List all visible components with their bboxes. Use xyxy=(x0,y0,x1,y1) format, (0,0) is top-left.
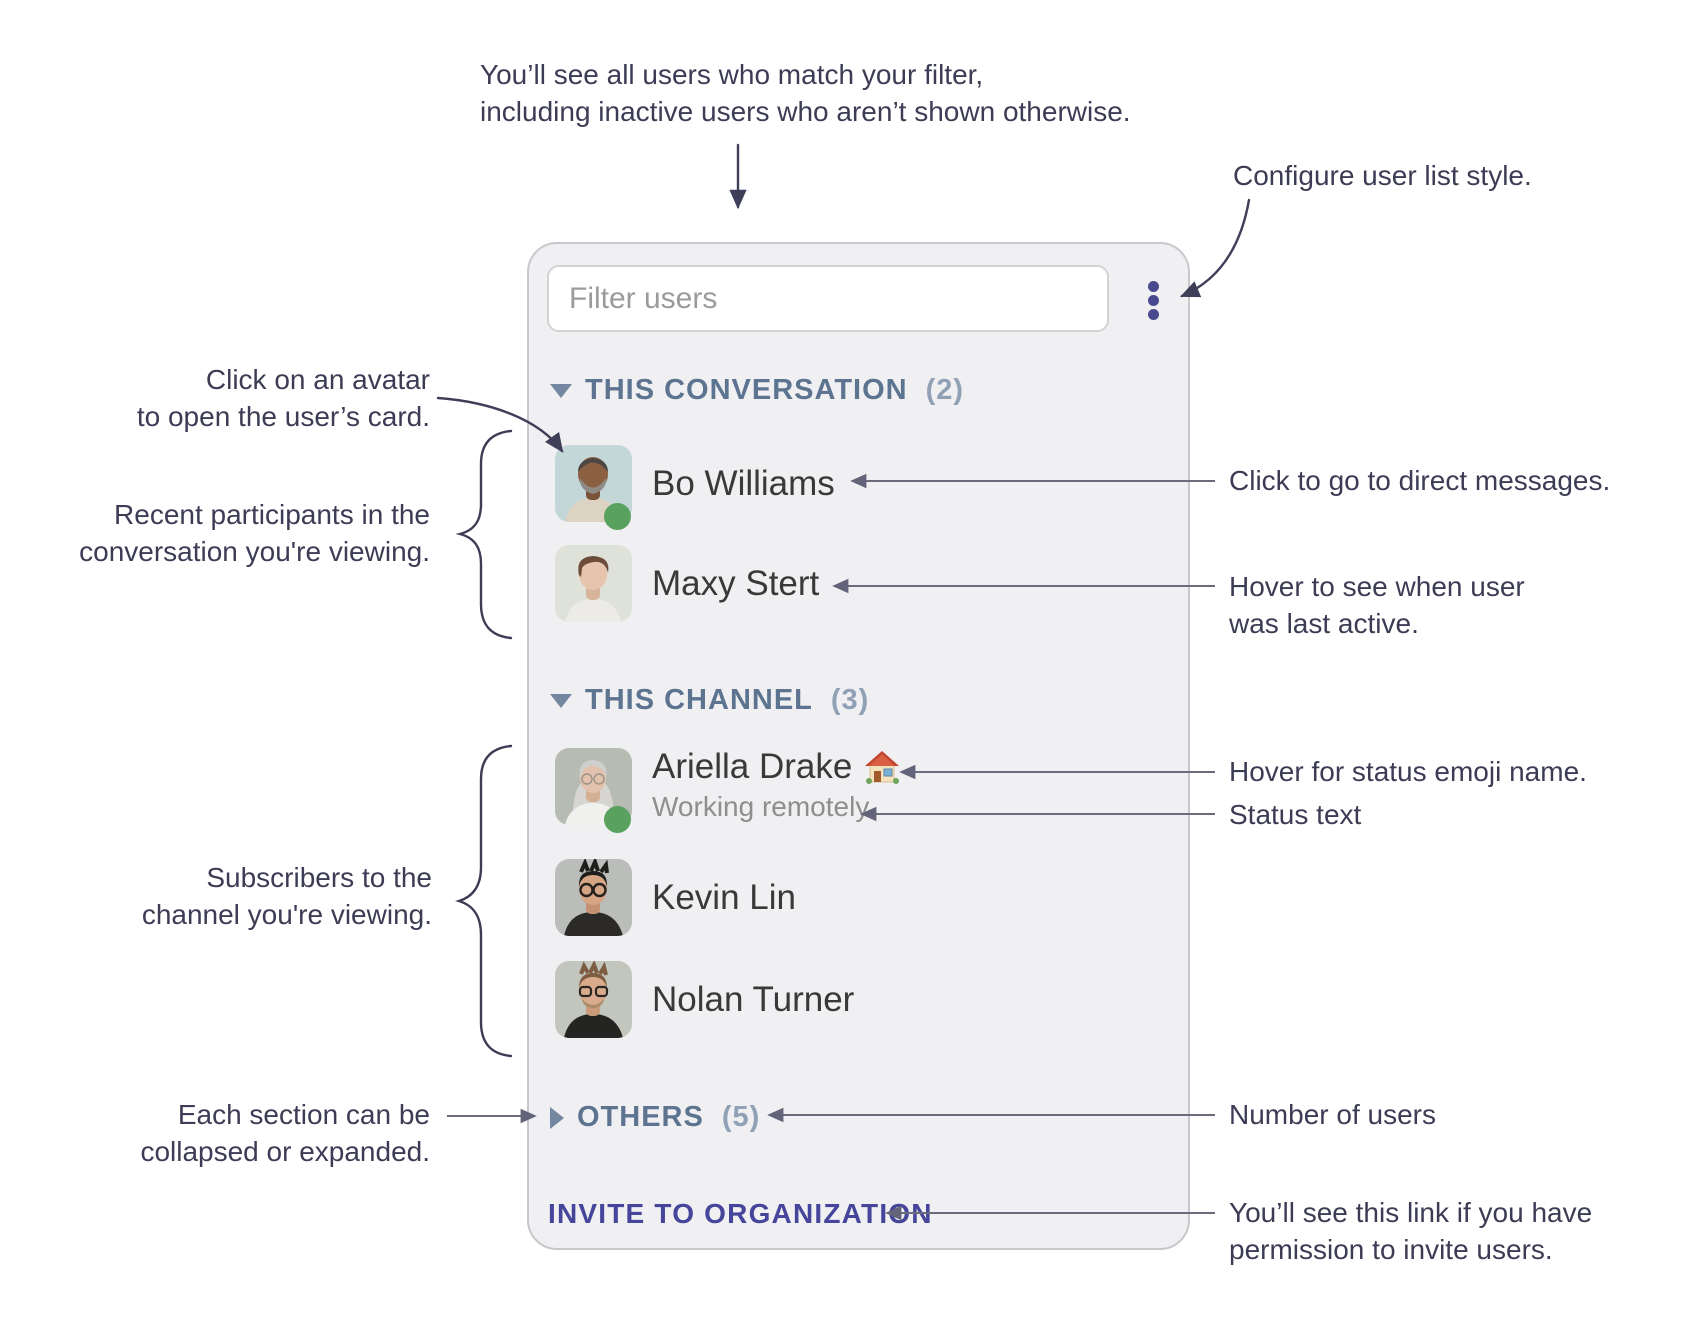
user-text-block xyxy=(652,747,900,825)
note-collapse xyxy=(140,1096,430,1170)
note-direct-messages: Click to go to direct messages. xyxy=(1229,465,1611,496)
note-subscribers xyxy=(142,859,432,933)
user-name[interactable]: Kevin Lin xyxy=(652,877,796,917)
avatar-nolan-turner[interactable] xyxy=(555,961,632,1038)
note-subscribers-line2: channel you're viewing. xyxy=(141,899,432,930)
user-row-kevin-lin[interactable] xyxy=(555,859,796,936)
online-status-dot xyxy=(604,806,631,833)
note-user-count: Number of users xyxy=(1229,1099,1436,1130)
user-list-panel xyxy=(527,242,1190,1250)
house-emoji[interactable] xyxy=(864,750,900,784)
note-filter-line2: including inactive users who aren’t shown otherwise. xyxy=(480,96,1131,127)
section-label: THIS CHANNEL xyxy=(585,684,813,716)
section-header-this-conversation[interactable] xyxy=(550,374,964,407)
note-last-active xyxy=(1229,568,1525,642)
note-invite-line1: You’ll see this link if you have xyxy=(1229,1197,1593,1228)
kebab-dot xyxy=(1148,281,1159,292)
note-status-emoji: Hover for status emoji name. xyxy=(1229,756,1587,787)
user-name[interactable]: Bo Williams xyxy=(652,463,835,503)
note-participants-line1: Recent participants in the xyxy=(114,499,430,530)
user-row-ariella-drake[interactable] xyxy=(555,747,900,825)
avatar-photo xyxy=(555,961,632,1038)
note-filter xyxy=(480,56,1131,130)
avatar-photo xyxy=(555,545,632,622)
user-name-line xyxy=(652,747,900,787)
note-participants xyxy=(79,496,430,570)
user-name[interactable]: Nolan Turner xyxy=(652,979,855,1019)
note-configure: Configure user list style. xyxy=(1233,160,1532,191)
kebab-dot xyxy=(1148,295,1159,306)
note-last-active-line2: was last active. xyxy=(1229,608,1419,639)
note-avatar-card-line2: to open the user’s card. xyxy=(136,401,430,432)
section-count: (3) xyxy=(830,684,870,716)
note-invite-permission xyxy=(1229,1194,1592,1268)
avatar-photo xyxy=(555,859,632,936)
section-label: OTHERS xyxy=(577,1101,704,1133)
chevron-down-icon xyxy=(550,384,572,398)
avatar-bo-williams[interactable] xyxy=(555,445,632,522)
user-row-nolan-turner[interactable] xyxy=(555,961,854,1038)
arrow-configure-note xyxy=(1182,200,1249,296)
note-collapse-line1: Each section can be xyxy=(177,1099,430,1130)
user-row-bo-williams[interactable] xyxy=(555,445,835,522)
user-name[interactable]: Maxy Stert xyxy=(652,563,820,603)
user-name[interactable]: Ariella Drake xyxy=(652,747,853,786)
invite-to-organization-link[interactable]: INVITE TO ORGANIZATION xyxy=(548,1198,933,1229)
avatar-maxy-stert[interactable] xyxy=(555,545,632,622)
section-label: THIS CONVERSATION xyxy=(585,374,908,406)
section-header-this-channel[interactable] xyxy=(550,684,869,717)
brace-channel-rows xyxy=(459,746,511,1056)
kebab-dot xyxy=(1148,309,1159,320)
section-header-others[interactable] xyxy=(550,1101,760,1134)
section-count: (2) xyxy=(925,374,965,406)
user-list-menu-icon[interactable] xyxy=(1148,281,1159,320)
user-row-maxy-stert[interactable] xyxy=(555,545,819,622)
section-count: (5) xyxy=(721,1101,761,1133)
brace-conversation-rows xyxy=(460,431,511,638)
note-invite-line2: permission to invite users. xyxy=(1229,1234,1553,1265)
note-subscribers-line1: Subscribers to the xyxy=(206,862,432,893)
user-status-text: Working remotely xyxy=(652,791,870,822)
note-status-text: Status text xyxy=(1229,799,1362,830)
note-filter-line1: You’ll see all users who match your filter, xyxy=(480,59,984,90)
avatar-kevin-lin[interactable] xyxy=(555,859,632,936)
note-last-active-line1: Hover to see when user xyxy=(1229,571,1525,602)
online-status-dot xyxy=(604,503,631,530)
avatar-ariella-drake[interactable] xyxy=(555,748,632,825)
filter-users-input[interactable] xyxy=(547,265,1109,332)
note-participants-line2: conversation you're viewing. xyxy=(79,536,430,567)
chevron-down-icon xyxy=(550,694,572,708)
note-avatar-card-line1: Click on an avatar xyxy=(205,364,430,395)
chevron-right-icon xyxy=(550,1107,564,1129)
note-avatar-card xyxy=(137,361,430,435)
note-collapse-line2: collapsed or expanded. xyxy=(140,1136,430,1167)
